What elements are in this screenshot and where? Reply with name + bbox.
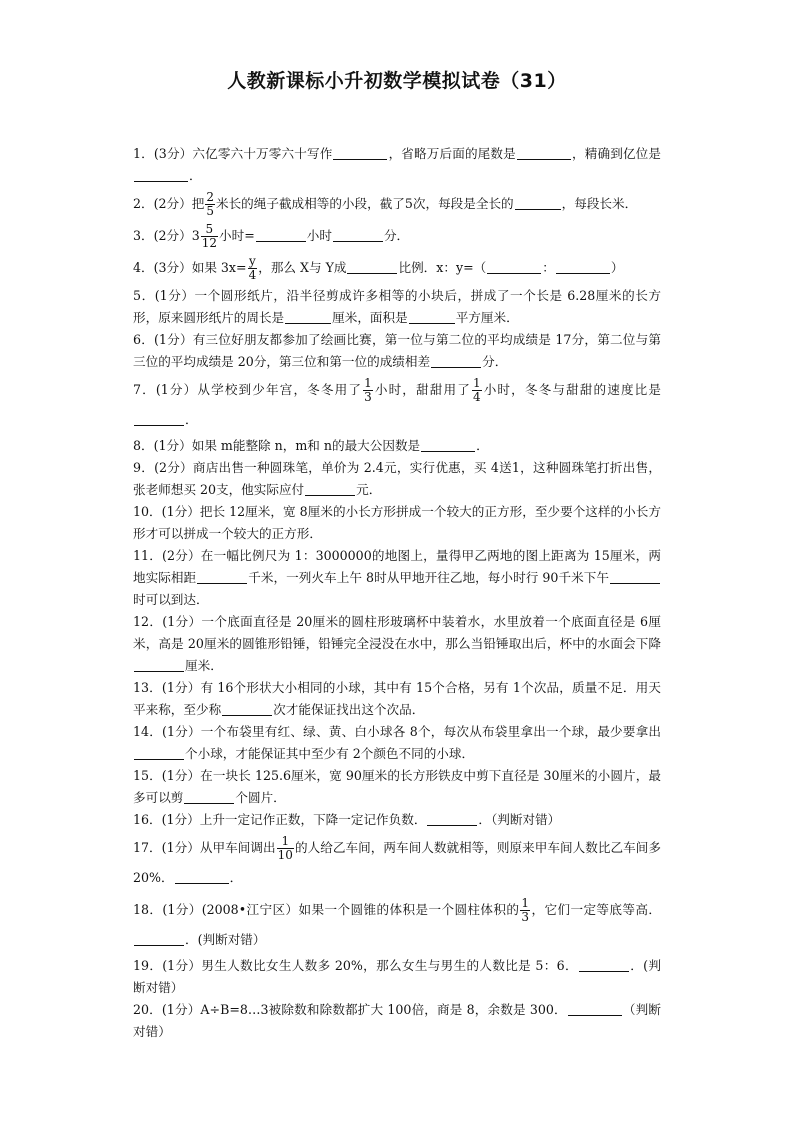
question-2: 2．(2分）把 $\frac{2}{5}$ 米长的绳子截成相等的小段，截了5次，每段是全长的 ，每段长米． <box>133 190 638 218</box>
answer-blank[interactable] <box>517 145 571 160</box>
answer-blank[interactable] <box>409 309 455 324</box>
answer-blank[interactable] <box>579 957 629 972</box>
question-3: 3．(2分）3 $\frac{5}{12}$ 小时= 小时 分． <box>133 222 410 250</box>
answer-blank[interactable] <box>487 259 541 274</box>
answer-blank[interactable] <box>347 259 397 274</box>
question-19: 19．(1分）男生人数比女生人数多 20%，那么女生与男生的人数比是 5：6． ．(判断对错） <box>133 958 661 995</box>
answer-blank[interactable] <box>134 931 184 946</box>
answer-blank[interactable] <box>431 353 481 368</box>
question-8: 8．(1分）如果 m能整除 n，m和 n的最大公因数是 ． <box>133 438 489 453</box>
fraction: $\frac{1}{4}$ <box>472 376 481 404</box>
question-5: 5．(1分）一个圆形纸片，沿半径剪成许多相等的小块后，拼成了一个长是 6.28厘米的长方形，原来圆形纸片的周长是 厘米，面积是 平方厘米． <box>133 288 661 325</box>
fraction: $\frac{2}{5}$ <box>206 190 214 218</box>
question-list <box>133 143 661 1043</box>
question-13: 13．(1分）有 16个形状大小相同的小球，其中有 15个合格，另有 1个次品，质量不足．用天平来称，至少称 次才能保证找出这个次品． <box>133 680 661 717</box>
answer-blank[interactable] <box>556 259 610 274</box>
answer-blank[interactable] <box>222 701 272 716</box>
question-7: 7．(1分）从学校到少年宫，冬冬用了 $\frac{1}{3}$ 小时，甜甜用了 $\frac{1}{4}$ 小时，冬冬与甜甜的速度比是． <box>133 376 662 427</box>
answer-blank[interactable] <box>568 1001 622 1016</box>
fraction: $\frac{1}{10}$ <box>277 834 293 862</box>
question-12: 12．(1分）一个底面直径是 20厘米的圆柱形玻璃杯中装着水，水里放着一个底面直径是 6厘米，高是 20厘米的圆锥形铅锤，铅锤完全浸没在水中，那么当铅锤取出后，杯中的水面会下降厘米． <box>133 614 661 673</box>
answer-blank[interactable] <box>197 569 247 584</box>
question-1: 1．(3分）六亿零六十万零六十写作 ，省略万后面的尾数是 ，精确到亿位是． <box>133 146 662 183</box>
answer-blank[interactable] <box>256 227 306 242</box>
answer-blank[interactable] <box>421 437 475 452</box>
answer-blank[interactable] <box>175 869 229 884</box>
answer-blank[interactable] <box>285 309 331 324</box>
question-9: 9．(2分）商店出售一种圆珠笔，单价为 2.4元，实行优惠，买 4送1，这种圆珠笔打折出售，张老师想买 20支，他实际应付 元． <box>133 460 661 497</box>
question-14: 14．(1分）一个布袋里有红、绿、黄、白小球各 8个，每次从布袋里拿出一个球，最少要拿出个小球，才能保证其中至少有 2个颜色不同的小球． <box>133 724 661 761</box>
answer-blank[interactable] <box>427 811 477 826</box>
answer-blank[interactable] <box>184 789 234 804</box>
fraction: $\frac{5}{12}$ <box>201 222 218 250</box>
answer-blank[interactable] <box>333 145 387 160</box>
question-6: 6．(1分）有三位好朋友都参加了绘画比赛，第一位与第二位的平均成绩是 17分，第二位与第三位的平均成绩是 20分，第三位和第一位的成绩相差 分． <box>133 332 661 369</box>
answer-blank[interactable] <box>134 745 184 760</box>
answer-blank[interactable] <box>305 481 355 496</box>
answer-blank[interactable] <box>134 657 184 672</box>
fraction: $\frac{y}{4}$ <box>248 254 257 282</box>
answer-blank[interactable] <box>134 411 184 426</box>
answer-blank[interactable] <box>134 167 188 182</box>
answer-blank[interactable] <box>515 195 561 210</box>
answer-blank[interactable] <box>333 227 383 242</box>
question-17: 17．(1分）从甲车间调出 $\frac{1}{10}$ 的人给乙车间，两车间人数就相等，则原来甲车间人数比乙车间多 20%． ． <box>133 834 662 885</box>
page-title: 人教新课标小升初数学模拟试卷（31） <box>227 70 567 92</box>
question-15: 15．(1分）在一块长 125.6厘米，宽 90厘米的长方形铁皮中剪下直径是 30厘米的小圆片，最多可以剪 个圆片． <box>133 768 661 805</box>
question-16: 16．(1分）上升一定记作正数，下降一定记作负数． ．（判断对错） <box>133 812 561 827</box>
fraction: $\frac{1}{3}$ <box>364 376 372 404</box>
fraction: $\frac{1}{3}$ <box>521 896 530 924</box>
question-4: 4．(3分）如果 3x= $\frac{y}{4}$ ，那么 X与 Y成 比例．x：y=（ ： ） <box>133 254 624 282</box>
answer-blank[interactable] <box>610 569 660 584</box>
question-20: 20．(1分）A÷B=8…3被除数和除数都扩大 100倍，商是 8，余数是 300． （判断对错） <box>133 1002 661 1039</box>
question-11: 11．(2分）在一幅比例尺为 1：3000000的地图上，量得甲乙两地的图上距离为 15厘米，两地实际相距 千米，一列火车上午 8时从甲地开往乙地，每小时行 90千米下午时可以到达． <box>133 548 661 607</box>
question-18: 18．(1分）(2008•江宁区）如果一个圆锥的体积是一个圆柱体积的 $\frac{1}{3}$ ，它们一定等底等高．．(判断对错） <box>133 896 662 947</box>
question-10: 10．(1分）把长 12厘米，宽 8厘米的小长方形拼成一个较大的正方形，至少要个这样的小长方形才可以拼成一个较大的正方形． <box>133 504 661 541</box>
